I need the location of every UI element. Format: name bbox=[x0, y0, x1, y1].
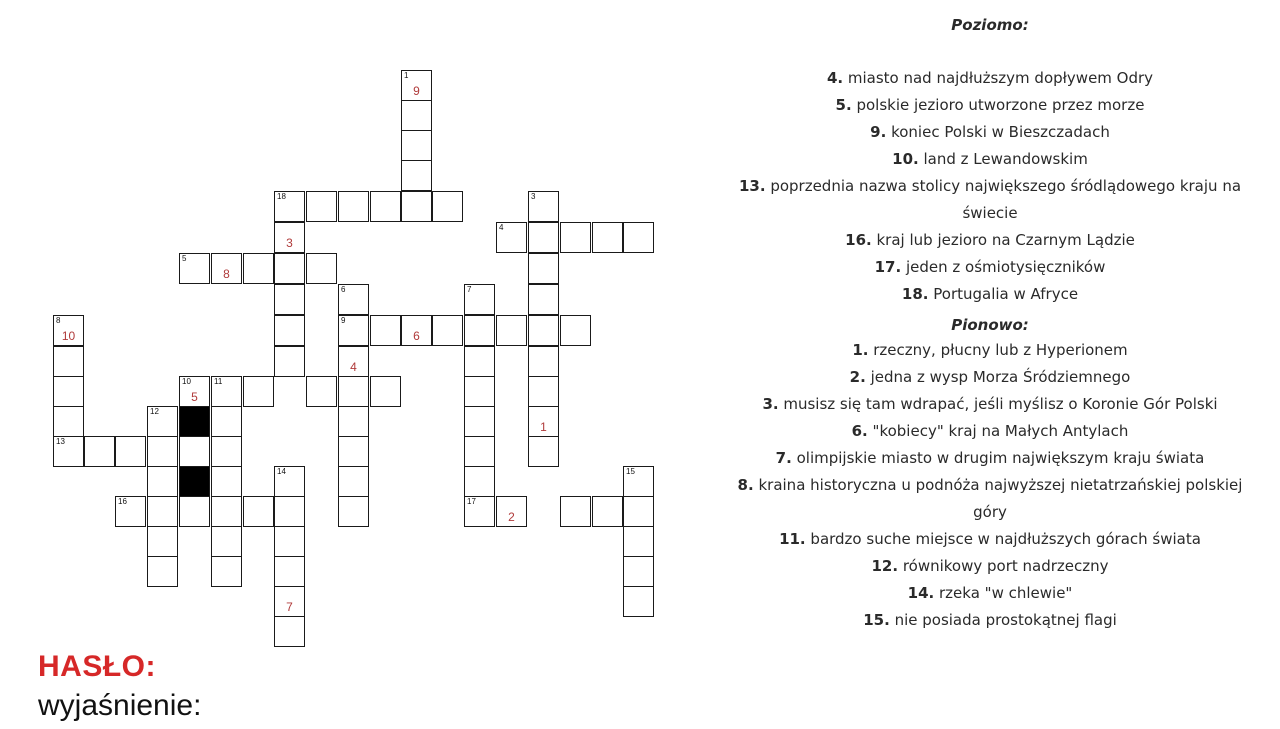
down-heading: Pionowo: bbox=[951, 316, 1029, 334]
password-letter-index: 7 bbox=[286, 600, 293, 614]
password-letter-index: 1 bbox=[540, 420, 547, 434]
crossword-cell[interactable] bbox=[211, 526, 242, 557]
crossword-cell[interactable] bbox=[306, 376, 337, 407]
crossword-cell[interactable] bbox=[338, 284, 369, 315]
crossword-cell[interactable] bbox=[623, 496, 654, 527]
crossword-black-cell bbox=[179, 466, 210, 497]
crossword-cell[interactable] bbox=[528, 191, 559, 222]
crossword-cell[interactable] bbox=[306, 253, 337, 284]
crossword-cell[interactable] bbox=[623, 556, 654, 587]
crossword-cell[interactable] bbox=[338, 346, 369, 377]
crossword-cell[interactable] bbox=[211, 556, 242, 587]
clue-number: 15 bbox=[626, 467, 635, 476]
clue-item-number: 15. bbox=[863, 611, 890, 629]
crossword-cell[interactable] bbox=[211, 466, 242, 497]
clue-number: 5 bbox=[182, 254, 187, 263]
clue-item-text: bardzo suche miejsce w najdłuższych górach świata bbox=[810, 530, 1201, 548]
clue-number: 3 bbox=[531, 192, 536, 201]
crossword-cell[interactable] bbox=[179, 436, 210, 467]
crossword-cell[interactable] bbox=[338, 496, 369, 527]
clue-item bbox=[695, 92, 1280, 119]
crossword-cell[interactable] bbox=[115, 496, 146, 527]
clue-item-text: olimpijskie miasto w drugim największym kraju świata bbox=[796, 449, 1205, 467]
crossword-cell[interactable] bbox=[370, 376, 401, 407]
crossword-cell[interactable] bbox=[147, 406, 178, 437]
clue-item-number: 3. bbox=[762, 395, 779, 413]
password-letter-index: 2 bbox=[508, 510, 515, 524]
clue-item bbox=[695, 391, 1280, 418]
clue-item-number: 18. bbox=[901, 285, 929, 303]
clue-item bbox=[695, 499, 1280, 526]
clue-item-text: poprzednia nazwa stolicy największego śródlądowego kraju na bbox=[770, 177, 1242, 195]
crossword-cell[interactable] bbox=[211, 376, 242, 407]
clue-item bbox=[695, 281, 1280, 308]
crossword-cell[interactable] bbox=[528, 284, 559, 315]
crossword-black-cell bbox=[179, 406, 210, 437]
crossword-cell[interactable] bbox=[528, 253, 559, 284]
crossword-cell[interactable] bbox=[338, 436, 369, 467]
crossword-cell[interactable] bbox=[179, 376, 210, 407]
clue-item bbox=[695, 418, 1280, 445]
crossword-cell[interactable] bbox=[243, 253, 274, 284]
clue-number: 7 bbox=[467, 285, 472, 294]
clue-item-text: rzeczny, płucny lub z Hyperionem bbox=[873, 341, 1128, 359]
crossword-cell[interactable] bbox=[115, 436, 146, 467]
across-clue-list bbox=[695, 65, 1280, 308]
password-letter-index: 3 bbox=[286, 236, 293, 250]
crossword-cell[interactable] bbox=[243, 376, 274, 407]
clues-panel bbox=[695, 16, 1280, 634]
clue-number: 10 bbox=[182, 377, 191, 386]
crossword-cell[interactable] bbox=[623, 222, 654, 253]
crossword-cell[interactable] bbox=[274, 191, 305, 222]
crossword-cell[interactable] bbox=[370, 315, 401, 346]
crossword-cell[interactable] bbox=[401, 160, 432, 191]
clue-item-text: równikowy port nadrzeczny bbox=[902, 557, 1109, 575]
clue-number: 14 bbox=[277, 467, 286, 476]
clue-number: 9 bbox=[341, 316, 346, 325]
crossword-cell[interactable] bbox=[274, 222, 305, 253]
clue-item bbox=[695, 364, 1280, 391]
crossword-cell[interactable] bbox=[401, 100, 432, 131]
crossword-cell[interactable] bbox=[53, 346, 84, 377]
clue-item-text: nie posiada prostokątnej flagi bbox=[894, 611, 1117, 629]
clue-item-number: 6. bbox=[851, 422, 868, 440]
password-letter-index: 8 bbox=[223, 267, 230, 281]
clue-number: 12 bbox=[150, 407, 159, 416]
crossword-cell[interactable] bbox=[464, 406, 495, 437]
clue-item bbox=[695, 580, 1280, 607]
clue-item bbox=[695, 227, 1280, 254]
clue-number: 4 bbox=[499, 223, 504, 232]
clue-item-text: miasto nad najdłuższym dopływem Odry bbox=[847, 69, 1154, 87]
crossword-cell[interactable] bbox=[560, 496, 591, 527]
clue-number: 16 bbox=[118, 497, 127, 506]
crossword-cell[interactable] bbox=[623, 526, 654, 557]
crossword-cell[interactable] bbox=[432, 315, 463, 346]
crossword-cell[interactable] bbox=[274, 315, 305, 346]
clue-item-text: "kobiecy" kraj na Małych Antylach bbox=[872, 422, 1129, 440]
crossword-cell[interactable] bbox=[274, 556, 305, 587]
crossword-cell[interactable] bbox=[306, 191, 337, 222]
crossword-cell[interactable] bbox=[592, 496, 623, 527]
crossword-cell[interactable] bbox=[464, 315, 495, 346]
clue-number: 8 bbox=[56, 316, 61, 325]
password-letter-index: 9 bbox=[413, 84, 420, 98]
crossword-cell[interactable] bbox=[496, 496, 527, 527]
clue-item-number: 8. bbox=[737, 476, 754, 494]
clue-item bbox=[695, 119, 1280, 146]
clue-item bbox=[695, 254, 1280, 281]
clue-number: 1 bbox=[404, 71, 409, 80]
haslo-label: HASŁO: bbox=[38, 650, 156, 683]
clue-number: 13 bbox=[56, 437, 65, 446]
crossword-cell[interactable] bbox=[528, 376, 559, 407]
crossword-cell[interactable] bbox=[496, 315, 527, 346]
crossword-cell[interactable] bbox=[496, 222, 527, 253]
clue-item bbox=[695, 445, 1280, 472]
clue-item-text: jeden z ośmiotysięczników bbox=[905, 258, 1106, 276]
crossword-cell[interactable] bbox=[401, 70, 432, 101]
clue-number: 17 bbox=[467, 497, 476, 506]
clue-item-text: góry bbox=[973, 503, 1007, 521]
clue-item-text: rzeka "w chlewie" bbox=[939, 584, 1073, 602]
crossword-cell[interactable] bbox=[84, 436, 115, 467]
crossword-cell[interactable] bbox=[560, 315, 591, 346]
crossword-cell[interactable] bbox=[147, 556, 178, 587]
clue-item-number: 16. bbox=[845, 231, 872, 249]
crossword-cell[interactable] bbox=[623, 586, 654, 617]
clue-item-number: 17. bbox=[874, 258, 902, 276]
crossword-cell[interactable] bbox=[274, 346, 305, 377]
crossword-cell[interactable] bbox=[211, 496, 242, 527]
crossword-cell[interactable] bbox=[211, 406, 242, 437]
crossword-cell[interactable] bbox=[274, 466, 305, 497]
crossword-cell[interactable] bbox=[401, 130, 432, 161]
crossword-cell[interactable] bbox=[243, 496, 274, 527]
crossword-cell[interactable] bbox=[147, 436, 178, 467]
clue-number: 18 bbox=[277, 192, 286, 201]
clue-item-text: polskie jezioro utworzone przez morze bbox=[856, 96, 1145, 114]
crossword-cell[interactable] bbox=[274, 616, 305, 647]
crossword-cell[interactable] bbox=[338, 315, 369, 346]
crossword-cell[interactable] bbox=[179, 496, 210, 527]
crossword-cell[interactable] bbox=[274, 284, 305, 315]
crossword-cell[interactable] bbox=[274, 526, 305, 557]
crossword-cell[interactable] bbox=[147, 466, 178, 497]
clue-item-number: 12. bbox=[871, 557, 899, 575]
clue-item bbox=[695, 200, 1280, 227]
crossword-cell[interactable] bbox=[274, 496, 305, 527]
crossword-cell[interactable] bbox=[53, 315, 84, 346]
crossword-cell[interactable] bbox=[464, 346, 495, 377]
crossword-cell[interactable] bbox=[211, 436, 242, 467]
clue-item-number: 10. bbox=[892, 150, 919, 168]
crossword-grid bbox=[0, 0, 680, 660]
crossword-cell[interactable] bbox=[464, 436, 495, 467]
crossword-cell[interactable] bbox=[528, 315, 559, 346]
crossword-cell[interactable] bbox=[464, 376, 495, 407]
clue-item bbox=[695, 526, 1280, 553]
crossword-cell[interactable] bbox=[432, 191, 463, 222]
crossword-cell[interactable] bbox=[464, 466, 495, 497]
crossword-cell[interactable] bbox=[338, 466, 369, 497]
clue-item bbox=[695, 65, 1280, 92]
clue-number: 11 bbox=[214, 377, 223, 386]
clue-item-number: 1. bbox=[852, 341, 869, 359]
clue-item bbox=[695, 337, 1280, 364]
crossword-cell[interactable] bbox=[211, 253, 242, 284]
wyjasnienie-label: wyjaśnienie: bbox=[38, 689, 202, 722]
crossword-cell[interactable] bbox=[53, 406, 84, 437]
clue-item-text: land z Lewandowskim bbox=[923, 150, 1088, 168]
crossword-cell[interactable] bbox=[53, 436, 84, 467]
crossword-cell[interactable] bbox=[592, 222, 623, 253]
clue-item-number: 13. bbox=[738, 177, 766, 195]
clue-item-text: kraina historyczna u podnóża najwyższej nietatrzańskiej polskiej bbox=[758, 476, 1243, 494]
clue-item-number: 11. bbox=[779, 530, 806, 548]
password-letter-index: 4 bbox=[350, 360, 357, 374]
clue-item bbox=[695, 607, 1280, 634]
crossword-cell[interactable] bbox=[338, 376, 369, 407]
clue-item-text: jedna z wysp Morza Śródziemnego bbox=[870, 368, 1131, 386]
crossword-cell[interactable] bbox=[370, 191, 401, 222]
clue-item-text: świecie bbox=[962, 204, 1018, 222]
crossword-cell[interactable] bbox=[464, 284, 495, 315]
clue-item-number: 14. bbox=[907, 584, 935, 602]
crossword-cell[interactable] bbox=[401, 315, 432, 346]
clue-item-number: 4. bbox=[826, 69, 844, 87]
crossword-cell[interactable] bbox=[528, 406, 559, 437]
crossword-cell[interactable] bbox=[147, 526, 178, 557]
password-letter-index: 5 bbox=[191, 390, 198, 404]
clue-number: 6 bbox=[341, 285, 346, 294]
clue-item-text: kraj lub jezioro na Czarnym Lądzie bbox=[876, 231, 1135, 249]
crossword-cell[interactable] bbox=[338, 406, 369, 437]
crossword-cell[interactable] bbox=[53, 376, 84, 407]
clue-item bbox=[695, 146, 1280, 173]
crossword-cell[interactable] bbox=[401, 191, 432, 222]
clue-item-number: 2. bbox=[849, 368, 866, 386]
clue-item-text: musisz się tam wdrapać, jeśli myślisz o Koronie Gór Polski bbox=[783, 395, 1218, 413]
clue-item-text: Portugalia w Afryce bbox=[933, 285, 1079, 303]
crossword-cell[interactable] bbox=[623, 466, 654, 497]
password-letter-index: 6 bbox=[413, 329, 420, 343]
crossword-cell[interactable] bbox=[560, 222, 591, 253]
across-heading: Poziomo: bbox=[951, 16, 1029, 34]
clue-item-text: koniec Polski w Bieszczadach bbox=[891, 123, 1110, 141]
password-letter-index: 10 bbox=[61, 329, 76, 343]
crossword-cell[interactable] bbox=[464, 496, 495, 527]
crossword-cell[interactable] bbox=[274, 253, 305, 284]
clue-item bbox=[695, 472, 1280, 499]
clue-item bbox=[695, 553, 1280, 580]
clue-item-number: 5. bbox=[835, 96, 852, 114]
crossword-cell[interactable] bbox=[528, 346, 559, 377]
crossword-cell[interactable] bbox=[179, 253, 210, 284]
crossword-cell[interactable] bbox=[274, 586, 305, 617]
crossword-cell[interactable] bbox=[528, 436, 559, 467]
crossword-cell[interactable] bbox=[338, 191, 369, 222]
crossword-cell[interactable] bbox=[147, 496, 178, 527]
clue-item-number: 9. bbox=[870, 123, 887, 141]
clue-item-number: 7. bbox=[775, 449, 792, 467]
clue-item bbox=[695, 173, 1280, 200]
down-clue-list bbox=[695, 337, 1280, 634]
crossword-cell[interactable] bbox=[528, 222, 559, 253]
